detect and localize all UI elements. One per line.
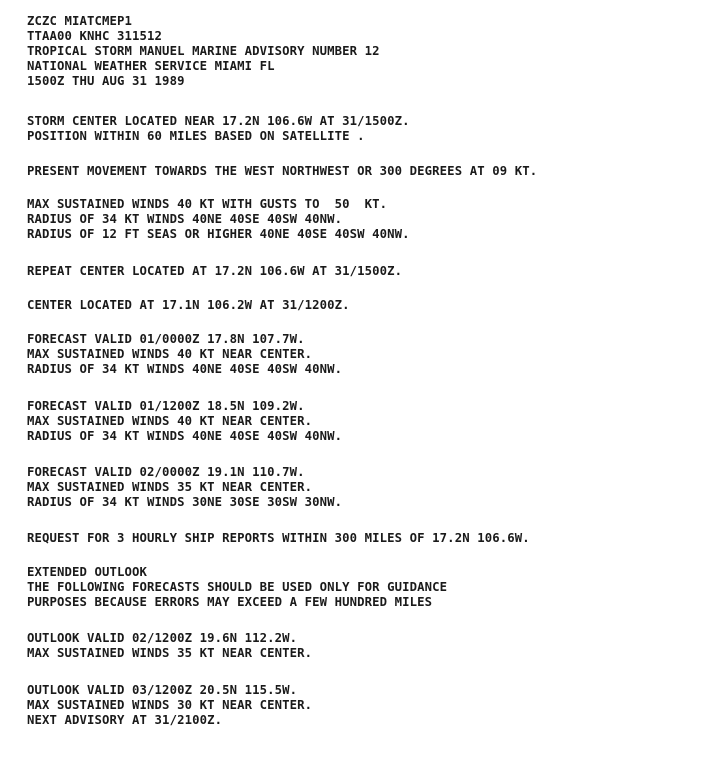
winds-block xyxy=(27,197,410,242)
forecast-valid-line: FORECAST VALID 02/0000Z 19.1N 110.7W. xyxy=(27,465,305,479)
outlook-block-1 xyxy=(27,631,312,661)
wind-radius-line: RADIUS OF 34 KT WINDS 40NE 40SE 40SW 40NW. xyxy=(27,212,343,226)
header-block xyxy=(27,14,380,89)
outlook-winds-line: MAX SUSTAINED WINDS 30 KT NEAR CENTER. xyxy=(27,698,313,712)
max-winds-line: MAX SUSTAINED WINDS 40 KT WITH GUSTS TO 50 KT. xyxy=(27,197,388,211)
extended-outlook-heading: EXTENDED OUTLOOK xyxy=(27,565,148,579)
transmission-code: ZCZC MIATCMEP1 xyxy=(27,14,133,28)
guidance-note-line: PURPOSES BECAUSE ERRORS MAY EXCEED A FEW HUNDRED MILES xyxy=(27,595,433,609)
extended-outlook-block xyxy=(27,565,447,610)
outlook-winds-line: MAX SUSTAINED WINDS 35 KT NEAR CENTER. xyxy=(27,646,313,660)
forecast-radius-line: RADIUS OF 34 KT WINDS 40NE 40SE 40SW 40NW. xyxy=(27,429,343,443)
forecast-block-3 xyxy=(27,465,342,510)
next-advisory-line: NEXT ADVISORY AT 31/2100Z. xyxy=(27,713,223,727)
forecast-radius-line: RADIUS OF 34 KT WINDS 40NE 40SE 40SW 40NW. xyxy=(27,362,343,376)
position-accuracy-line: POSITION WITHIN 60 MILES BASED ON SATELLITE . xyxy=(27,129,365,143)
storm-center-line: STORM CENTER LOCATED NEAR 17.2N 106.6W AT 31/1500Z. xyxy=(27,114,410,128)
forecast-valid-line: FORECAST VALID 01/1200Z 18.5N 109.2W. xyxy=(27,399,305,413)
forecast-winds-line: MAX SUSTAINED WINDS 35 KT NEAR CENTER. xyxy=(27,480,313,494)
ship-request-line: REQUEST FOR 3 HOURLY SHIP REPORTS WITHIN 300 MILES OF 17.2N 106.6W. xyxy=(27,531,530,545)
outlook-valid-line: OUTLOOK VALID 03/1200Z 20.5N 115.5W. xyxy=(27,683,298,697)
forecast-winds-line: MAX SUSTAINED WINDS 40 KT NEAR CENTER. xyxy=(27,414,313,428)
outlook-block-2 xyxy=(27,683,312,728)
storm-center-block xyxy=(27,114,410,144)
movement-line: PRESENT MOVEMENT TOWARDS THE WEST NORTHWEST OR 300 DEGREES AT 09 KT. xyxy=(27,164,538,178)
ship-request-block xyxy=(27,531,530,546)
product-id: TTAA00 KNHC 311512 xyxy=(27,29,163,43)
seas-radius-line: RADIUS OF 12 FT SEAS OR HIGHER 40NE 40SE 40SW 40NW. xyxy=(27,227,410,241)
issue-time: 1500Z THU AUG 31 1989 xyxy=(27,74,185,88)
forecast-winds-line: MAX SUSTAINED WINDS 40 KT NEAR CENTER. xyxy=(27,347,313,361)
movement-block xyxy=(27,164,537,179)
previous-center-line: CENTER LOCATED AT 17.1N 106.2W AT 31/1200Z. xyxy=(27,298,350,312)
guidance-note-line: THE FOLLOWING FORECASTS SHOULD BE USED ONLY FOR GUIDANCE xyxy=(27,580,448,594)
outlook-valid-line: OUTLOOK VALID 02/1200Z 19.6N 112.2W. xyxy=(27,631,298,645)
forecast-block-2 xyxy=(27,399,342,444)
forecast-radius-line: RADIUS OF 34 KT WINDS 30NE 30SE 30SW 30NW. xyxy=(27,495,343,509)
issuing-office: NATIONAL WEATHER SERVICE MIAMI FL xyxy=(27,59,275,73)
forecast-valid-line: FORECAST VALID 01/0000Z 17.8N 107.7W. xyxy=(27,332,305,346)
previous-center-block xyxy=(27,298,350,313)
advisory-title: TROPICAL STORM MANUEL MARINE ADVISORY NUMBER 12 xyxy=(27,44,380,58)
repeat-center-line: REPEAT CENTER LOCATED AT 17.2N 106.6W AT 31/1500Z. xyxy=(27,264,403,278)
forecast-block-1 xyxy=(27,332,342,377)
repeat-block xyxy=(27,264,402,279)
